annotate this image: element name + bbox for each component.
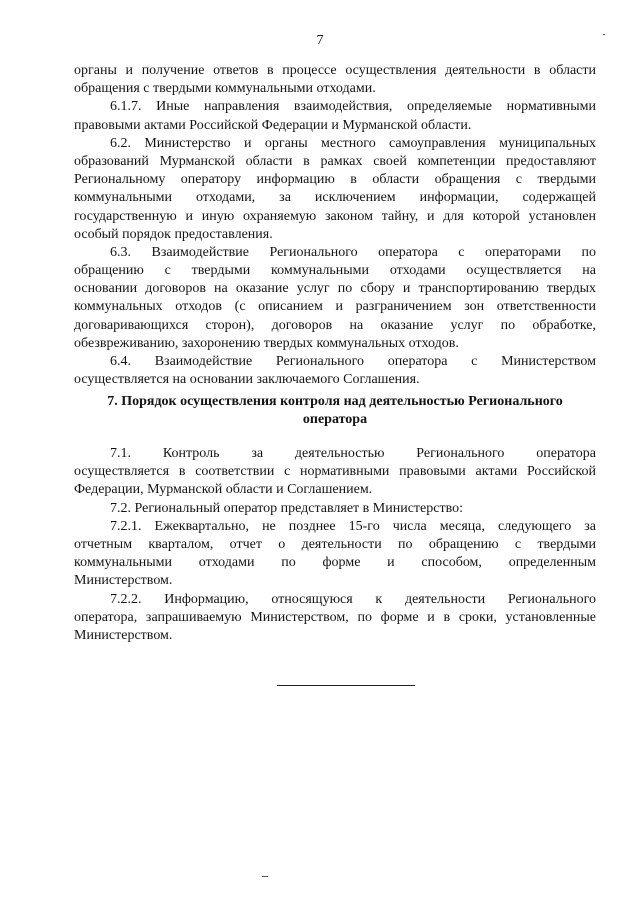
text-line: 6.2. Министерство и органы местного самоуправления муниципальных [110,135,596,151]
heading-line: оператора [302,412,368,428]
text-line: образований Мурманской области в рамках своей компетенции предоставляют [74,153,596,169]
text-line: 7.2. Региональный оператор представляет в Министерство: [110,500,463,516]
text-line: обращению с твердыми коммунальными отходами осуществляется на [74,263,596,279]
text-line: оператора, запрашиваемую Министерством, по форме и в сроки, установленные [74,609,596,625]
text-line: осуществляется в соответствии с нормативными правовыми актами Российской [74,464,596,480]
text-line: обращения с твердыми коммунальными отходами. [74,81,376,97]
heading-line: 7. Порядок осуществления контроля над деятельностью Регионального [107,394,563,409]
section-7-heading [74,393,596,429]
closing-rule [277,685,415,686]
text-line: договаривающихся сторон), договоров на оказание услуг по обработке, [74,317,596,333]
text-line: коммунальными отходами по форме и способом, определенным [74,555,596,571]
text-line: коммунальных отходов (с описанием и разграничением зон ответственности [74,299,596,315]
text-line: 7.2.2. Информацию, относящуюся к деятельности Регионального [110,591,596,607]
text-line: осуществляется на основании заключаемого Соглашения. [74,372,420,388]
text-line: 7.2.1. Ежеквартально, не позднее 15-го числа месяца, следующего за [110,518,596,534]
text-line: особый порядок предоставления. [74,226,273,242]
text-line: 6.4. Взаимодействие Регионального оператора с Министерством [110,354,596,369]
text-line: отчетным кварталом, отчет о деятельности по обращению с твердыми [74,536,596,552]
text-line: коммунальными отходами, за исключением информации, содержащей [74,190,596,206]
text-line: основании договоров на оказание услуг по сбору и транспортированию твердых [74,281,596,297]
page-number: 7 [316,33,324,48]
text-line: государственную и иную охраняемую законом тайну, и для которой установлен [74,208,596,224]
text-line: правовыми актами Российской Федерации и Мурманской области. [74,117,472,133]
section-6-text [74,62,596,389]
scan-speck [603,34,605,35]
text-line: 6.1.7. Иные направления взаимодействия, определяемые нормативными [110,99,596,115]
text-line: Федерации, Мурманской области и Соглашением. [74,482,373,498]
scan-speck [262,876,268,877]
text-line: 6.3. Взаимодействие Регионального оператора с операторами по [110,244,596,260]
text-line: обезвреживанию, захоронению твердых коммунальных отходов. [74,335,459,351]
text-line: органы и получение ответов в процессе осуществления деятельности в области [74,63,596,78]
text-line: Региональному оператору информацию в области обращения с твердыми [74,172,596,188]
section-7-text [74,445,596,645]
text-line: Министерством. [74,627,173,643]
text-line: 7.1. Контроль за деятельностью Регионального оператора [110,446,596,461]
text-line: Министерством. [74,573,173,589]
